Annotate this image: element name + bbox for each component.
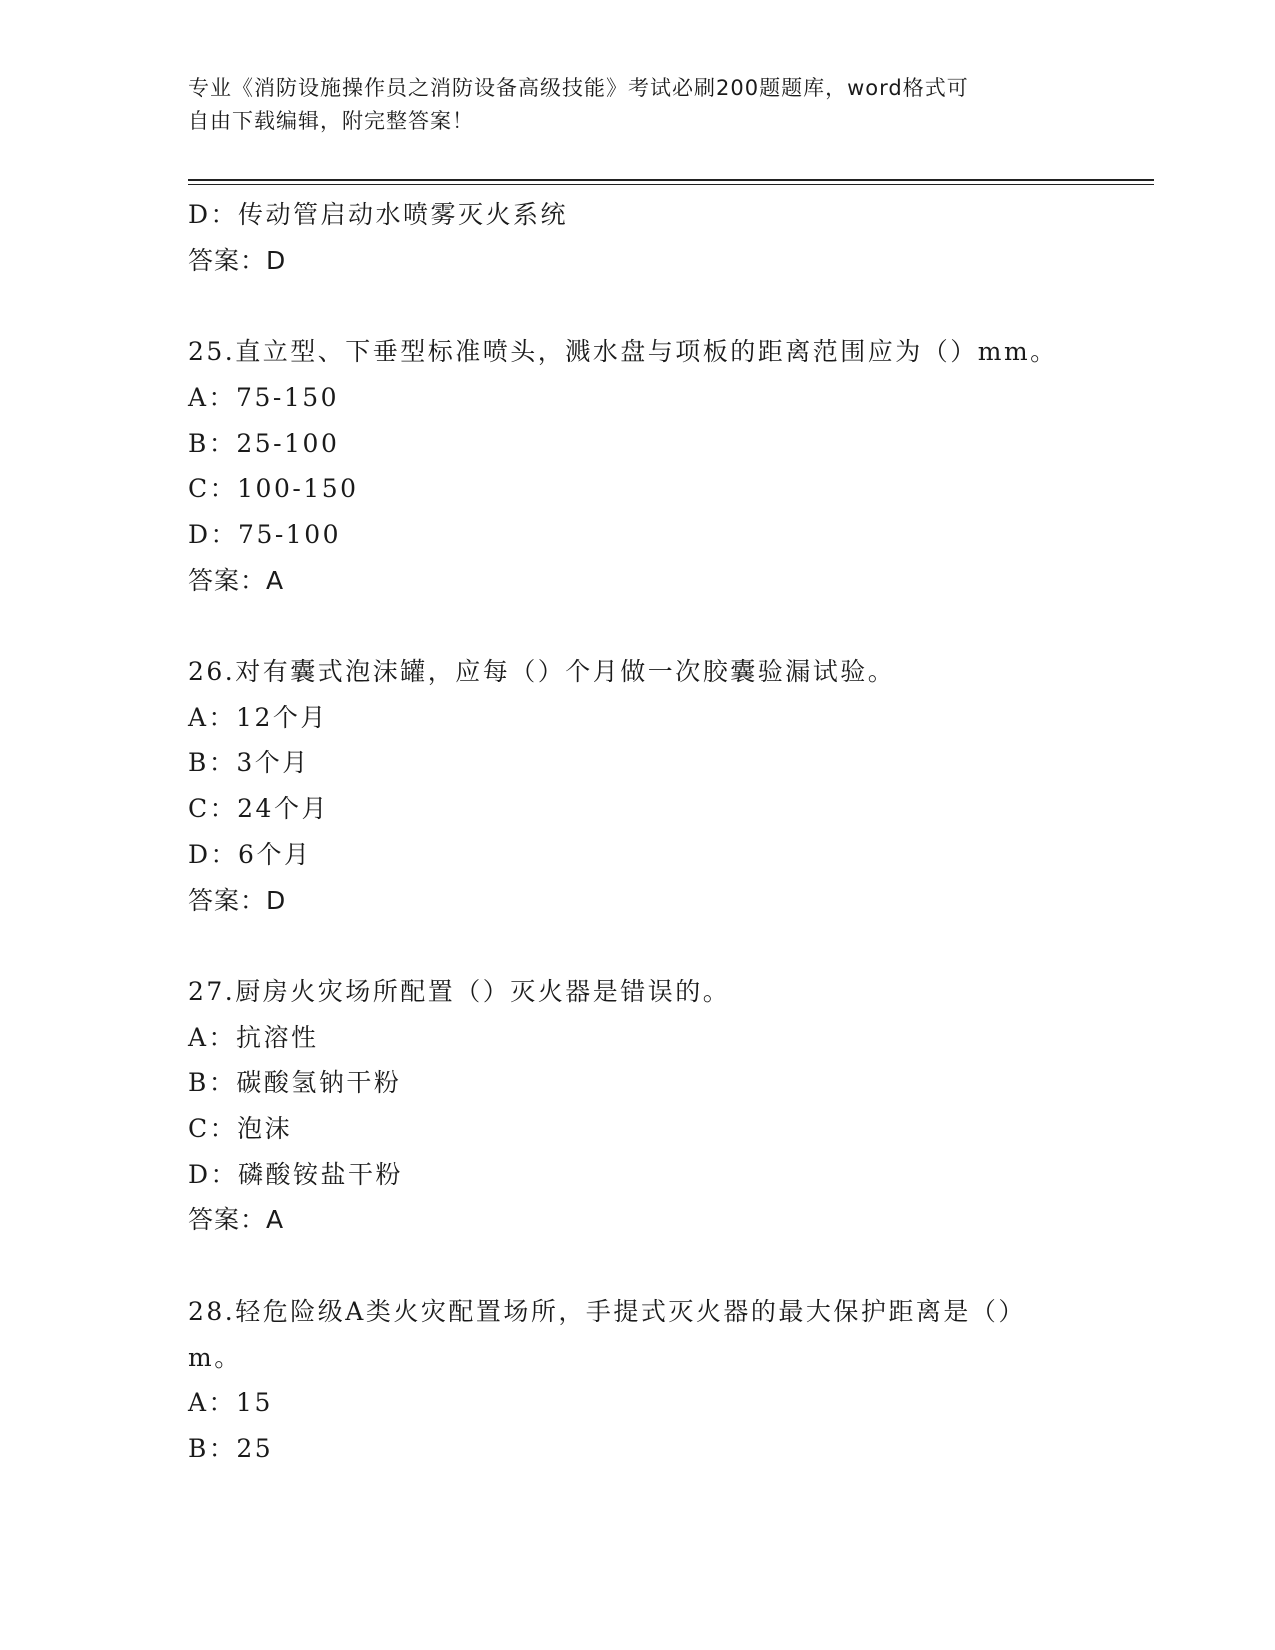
spacer <box>188 1243 1088 1289</box>
document-header <box>188 72 1068 138</box>
previous-question-tail <box>188 192 1088 283</box>
answer: 答案：A <box>188 565 285 595</box>
option-a: A：12个月 <box>188 702 328 732</box>
spacer <box>188 603 1088 649</box>
answer: 答案：A <box>188 1205 285 1235</box>
option-b: B：25-100 <box>188 428 340 458</box>
question-stem: 25.直立型、下垂型标准喷头，溅水盘与项板的距离范围应为（）mm。 <box>188 337 1058 367</box>
option-d: D：6个月 <box>188 839 312 869</box>
option-d: D：传动管启动水喷雾灭火系统 <box>188 200 569 229</box>
question-list <box>188 192 1088 1472</box>
question-stem: 27.厨房火灾场所配置（）灭火器是错误的。 <box>188 976 731 1006</box>
option-a: A：15 <box>188 1388 273 1418</box>
option-d: D：磷酸铵盐干粉 <box>188 1159 404 1189</box>
header-line-1: 专业《消防设施操作员之消防设备高级技能》考试必刷200题题库，word格式可 <box>188 76 969 100</box>
option-a: A：75-150 <box>188 382 340 412</box>
answer: 答案：D <box>188 885 287 915</box>
option-c: C：泡沫 <box>188 1114 293 1144</box>
spacer <box>188 923 1088 969</box>
option-b: B：25 <box>188 1433 274 1463</box>
question-26 <box>188 649 1088 923</box>
answer: 答案：D <box>188 245 287 275</box>
option-d: D：75-100 <box>188 519 342 549</box>
question-28 <box>188 1289 1088 1472</box>
header-divider-thin <box>188 184 1154 185</box>
option-a: A：抗溶性 <box>188 1022 319 1052</box>
option-b: B：3个月 <box>188 748 310 778</box>
question-stem-line-2: m。 <box>188 1342 242 1372</box>
question-27 <box>188 969 1088 1243</box>
option-b: B：碳酸氢钠干粉 <box>188 1068 402 1098</box>
option-c: C：100-150 <box>188 474 359 504</box>
question-25 <box>188 329 1088 603</box>
question-stem: 26.对有囊式泡沫罐，应每（）个月做一次胶囊验漏试验。 <box>188 657 896 686</box>
header-line-2: 自由下载编辑，附完整答案！ <box>188 109 474 133</box>
header-divider-thick <box>188 179 1154 181</box>
question-stem-line-1: 28.轻危险级A类火灾配置场所，手提式灭火器的最大保护距离是（） <box>188 1296 1026 1326</box>
option-c: C：24个月 <box>188 794 329 824</box>
spacer <box>188 283 1088 329</box>
